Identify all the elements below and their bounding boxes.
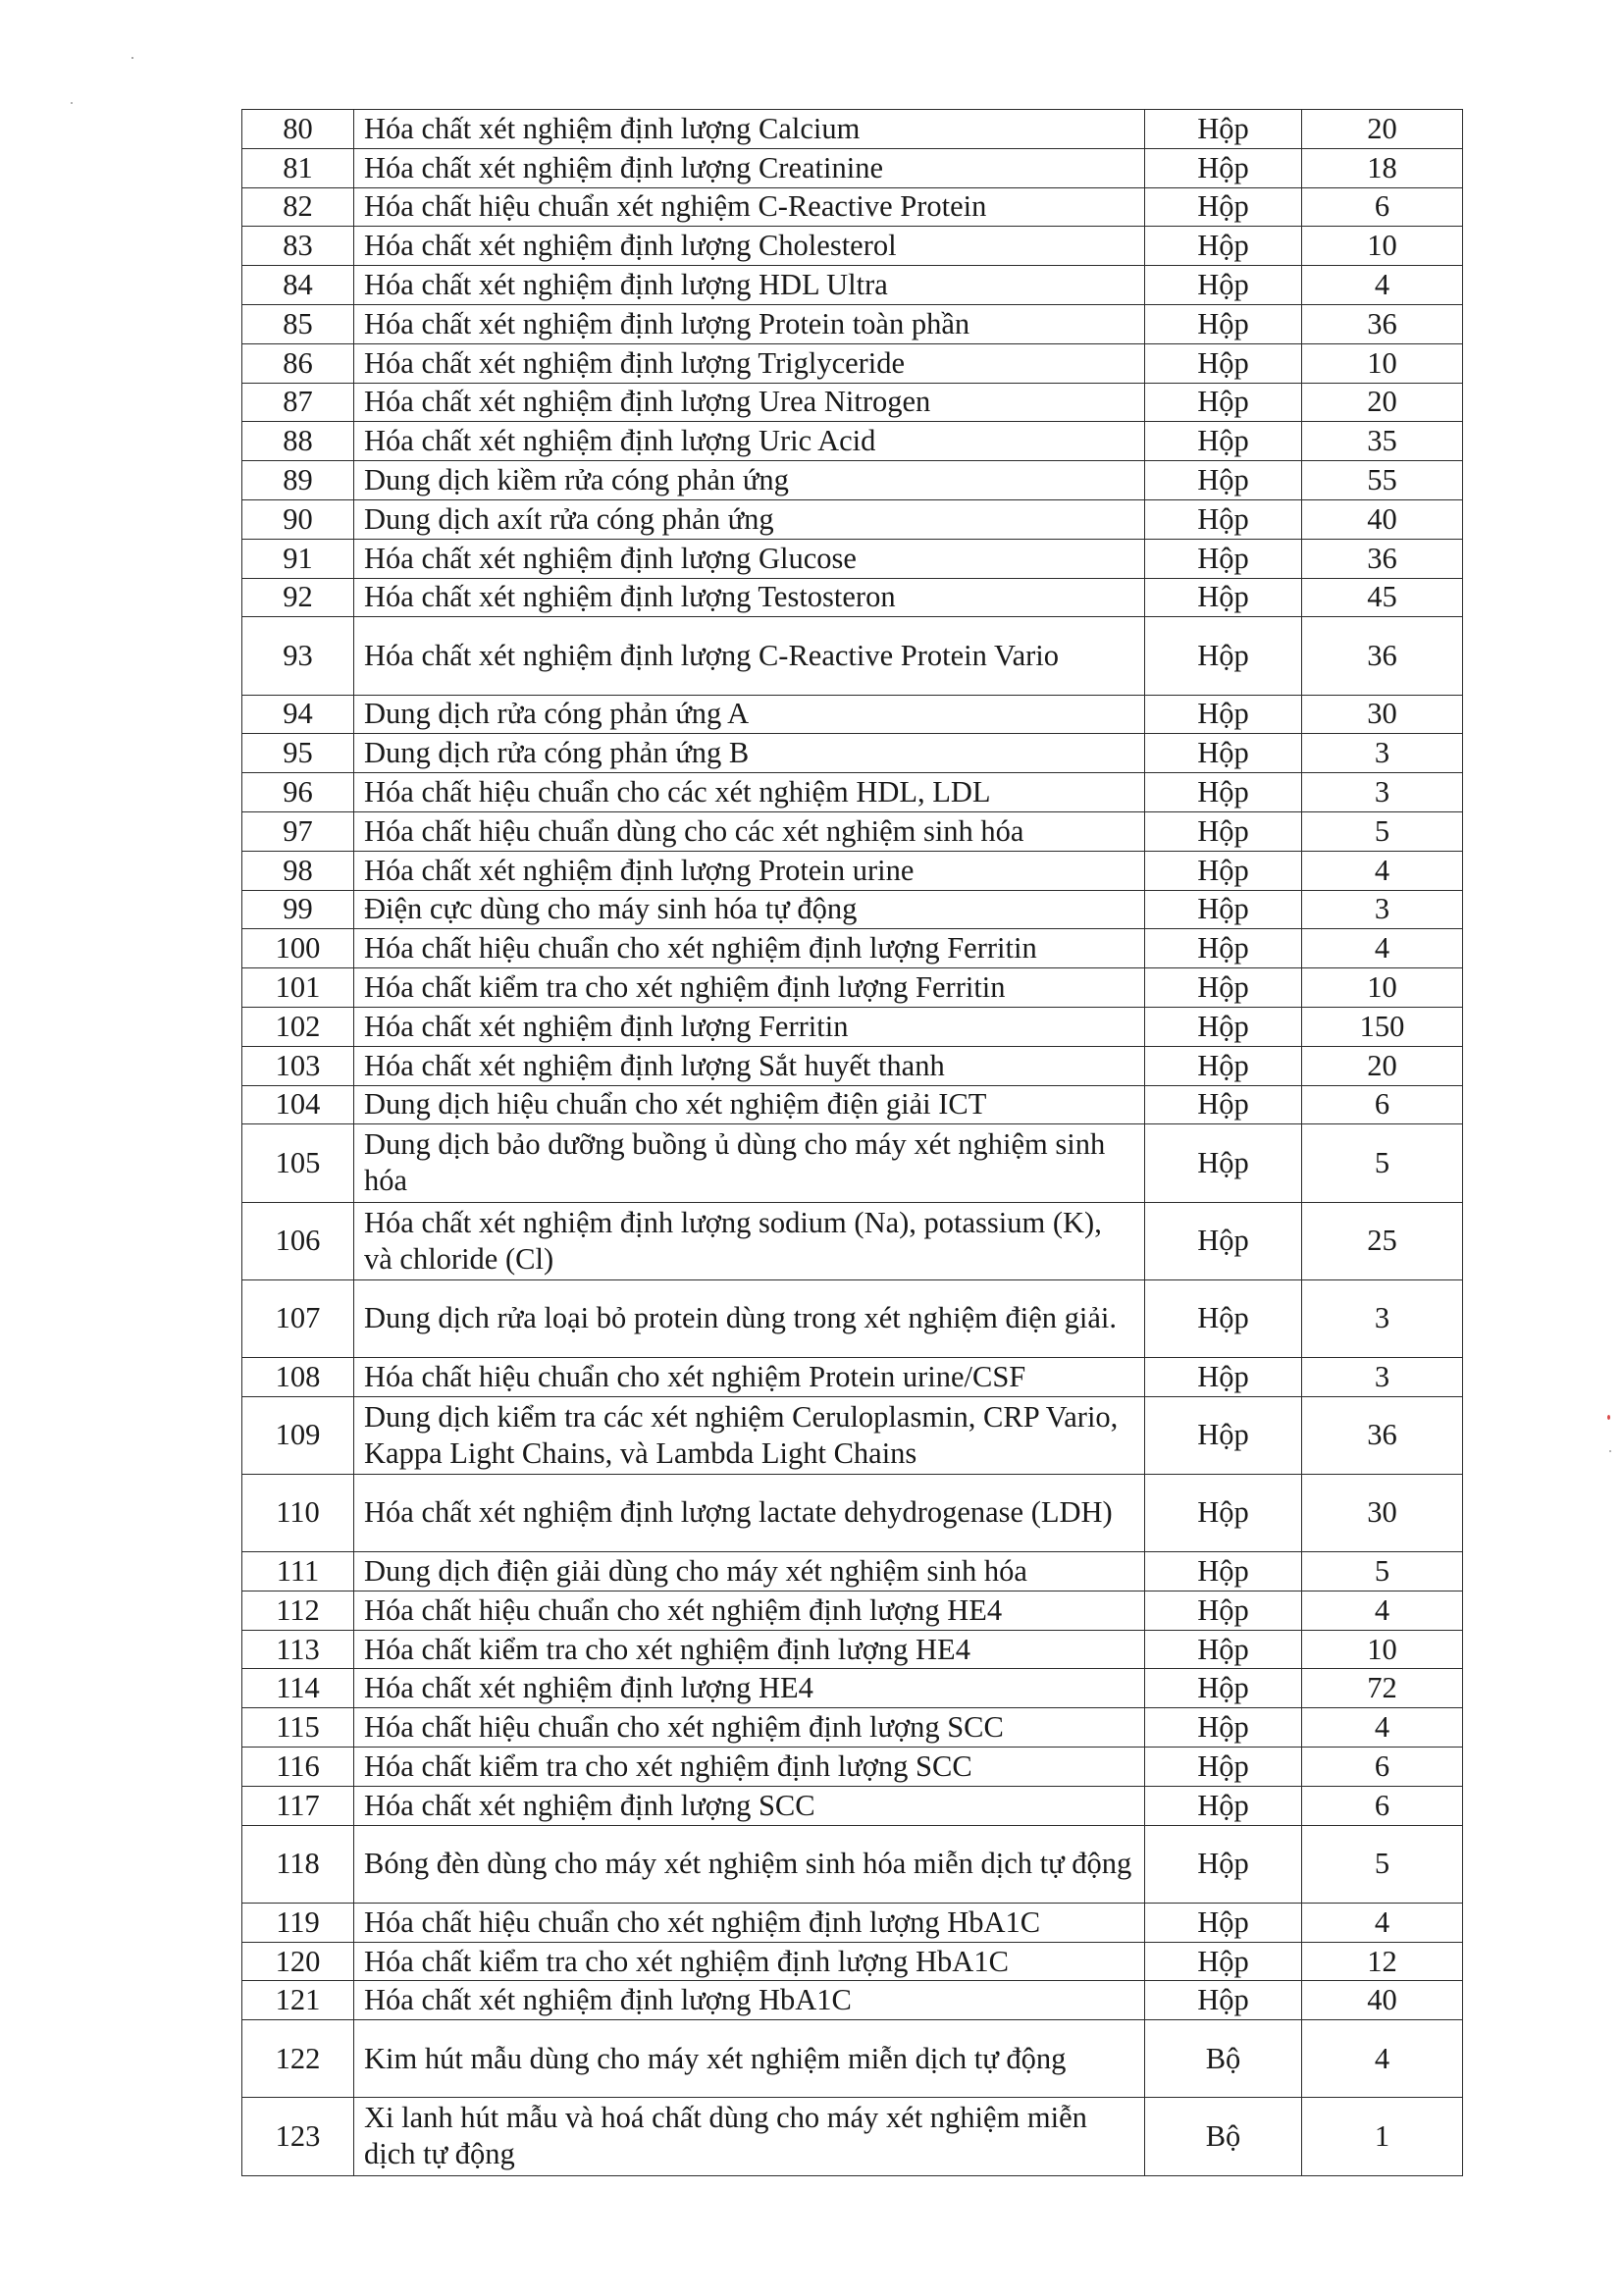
item-unit: Hộp (1145, 578, 1302, 617)
item-quantity: 36 (1302, 1396, 1463, 1474)
item-unit: Hộp (1145, 1357, 1302, 1396)
item-quantity: 40 (1302, 499, 1463, 539)
row-number: 81 (242, 148, 354, 187)
item-quantity: 20 (1302, 110, 1463, 149)
row-number: 89 (242, 461, 354, 500)
table-row (242, 1396, 1463, 1474)
item-unit: Hộp (1145, 1981, 1302, 2020)
table-row (242, 148, 1463, 187)
item-name: Xi lanh hút mẫu và hoá chất dùng cho máy xét nghiệm miễn dịch tự động (354, 2098, 1145, 2175)
item-quantity: 3 (1302, 773, 1463, 812)
row-number: 101 (242, 968, 354, 1008)
item-unit: Hộp (1145, 811, 1302, 851)
item-unit: Bộ (1145, 2098, 1302, 2175)
item-unit: Hộp (1145, 148, 1302, 187)
table-row (242, 1046, 1463, 1085)
item-quantity: 10 (1302, 1630, 1463, 1669)
item-unit: Hộp (1145, 1552, 1302, 1592)
item-unit: Hộp (1145, 227, 1302, 266)
row-number: 94 (242, 695, 354, 734)
item-name: Kim hút mẫu dùng cho máy xét nghiệm miễn dịch tự động (354, 2020, 1145, 2098)
table-body (242, 110, 1463, 2176)
item-name: Hóa chất xét nghiệm định lượng Triglyceride (354, 343, 1145, 383)
row-number: 99 (242, 890, 354, 929)
item-unit: Hộp (1145, 929, 1302, 968)
table-row (242, 422, 1463, 461)
item-quantity: 4 (1302, 929, 1463, 968)
table-row (242, 1748, 1463, 1787)
row-number: 105 (242, 1124, 354, 1202)
table-row (242, 266, 1463, 305)
row-number: 96 (242, 773, 354, 812)
item-quantity: 5 (1302, 1825, 1463, 1903)
table-row (242, 1591, 1463, 1630)
supplies-table (241, 109, 1463, 2176)
item-quantity: 6 (1302, 1085, 1463, 1124)
table-row (242, 1202, 1463, 1279)
row-number: 113 (242, 1630, 354, 1669)
item-unit: Hộp (1145, 851, 1302, 890)
row-number: 80 (242, 110, 354, 149)
item-unit: Hộp (1145, 304, 1302, 343)
item-quantity: 3 (1302, 734, 1463, 773)
table-row (242, 851, 1463, 890)
item-unit: Hộp (1145, 187, 1302, 227)
item-name: Hóa chất kiểm tra cho xét nghiệm định lượng HE4 (354, 1630, 1145, 1669)
item-unit: Hộp (1145, 773, 1302, 812)
item-name: Hóa chất xét nghiệm định lượng Protein urine (354, 851, 1145, 890)
item-unit: Hộp (1145, 1942, 1302, 1981)
item-unit: Hộp (1145, 461, 1302, 500)
item-quantity: 4 (1302, 1708, 1463, 1748)
row-number: 118 (242, 1825, 354, 1903)
row-number: 108 (242, 1357, 354, 1396)
item-unit: Hộp (1145, 539, 1302, 578)
item-name: Hóa chất xét nghiệm định lượng HDL Ultra (354, 266, 1145, 305)
table-row (242, 1357, 1463, 1396)
item-quantity: 10 (1302, 343, 1463, 383)
row-number: 95 (242, 734, 354, 773)
item-name: Hóa chất xét nghiệm định lượng Testosteron (354, 578, 1145, 617)
item-quantity: 36 (1302, 539, 1463, 578)
table-row (242, 461, 1463, 500)
item-name: Bóng đèn dùng cho máy xét nghiệm sinh hóa miễn dịch tự động (354, 1825, 1145, 1903)
item-name: Hóa chất kiểm tra cho xét nghiệm định lượng SCC (354, 1748, 1145, 1787)
row-number: 109 (242, 1396, 354, 1474)
item-unit: Hộp (1145, 110, 1302, 149)
item-unit: Hộp (1145, 1396, 1302, 1474)
row-number: 114 (242, 1669, 354, 1708)
item-name: Hóa chất xét nghiệm định lượng Calcium (354, 110, 1145, 149)
item-quantity: 10 (1302, 968, 1463, 1008)
row-number: 120 (242, 1942, 354, 1981)
table-row (242, 1007, 1463, 1046)
row-number: 112 (242, 1591, 354, 1630)
row-number: 123 (242, 2098, 354, 2175)
item-unit: Hộp (1145, 1786, 1302, 1825)
table-row (242, 187, 1463, 227)
item-unit: Bộ (1145, 2020, 1302, 2098)
row-number: 85 (242, 304, 354, 343)
scan-speck-red (1607, 1415, 1610, 1420)
item-name: Dung dịch bảo dưỡng buồng ủ dùng cho máy xét nghiệm sinh hóa (354, 1124, 1145, 1202)
item-name: Hóa chất hiệu chuẩn cho xét nghiệm định lượng SCC (354, 1708, 1145, 1748)
item-quantity: 4 (1302, 2020, 1463, 2098)
item-quantity: 4 (1302, 266, 1463, 305)
table-row (242, 695, 1463, 734)
item-quantity: 5 (1302, 1124, 1463, 1202)
item-quantity: 3 (1302, 1279, 1463, 1357)
item-name: Hóa chất hiệu chuẩn cho xét nghiệm định lượng HE4 (354, 1591, 1145, 1630)
table-row (242, 1630, 1463, 1669)
row-number: 87 (242, 383, 354, 422)
table-row (242, 110, 1463, 149)
row-number: 93 (242, 617, 354, 695)
item-name: Hóa chất hiệu chuẩn cho các xét nghiệm HDL, LDL (354, 773, 1145, 812)
item-quantity: 72 (1302, 1669, 1463, 1708)
item-name: Hóa chất xét nghiệm định lượng HE4 (354, 1669, 1145, 1708)
item-unit: Hộp (1145, 968, 1302, 1008)
table-row (242, 499, 1463, 539)
table-row (242, 1669, 1463, 1708)
item-name: Hóa chất xét nghiệm định lượng Sắt huyết thanh (354, 1046, 1145, 1085)
scan-speck-right (1609, 1450, 1611, 1452)
item-unit: Hộp (1145, 1825, 1302, 1903)
row-number: 116 (242, 1748, 354, 1787)
item-quantity: 30 (1302, 695, 1463, 734)
row-number: 104 (242, 1085, 354, 1124)
item-name: Hóa chất xét nghiệm định lượng Glucose (354, 539, 1145, 578)
item-unit: Hộp (1145, 343, 1302, 383)
item-name: Hóa chất xét nghiệm định lượng Urea Nitrogen (354, 383, 1145, 422)
item-unit: Hộp (1145, 1085, 1302, 1124)
scan-speck-top (131, 57, 133, 59)
row-number: 107 (242, 1279, 354, 1357)
item-quantity: 45 (1302, 578, 1463, 617)
table-row (242, 811, 1463, 851)
scan-speck-left (71, 102, 73, 104)
row-number: 111 (242, 1552, 354, 1592)
item-quantity: 6 (1302, 187, 1463, 227)
row-number: 103 (242, 1046, 354, 1085)
item-unit: Hộp (1145, 1748, 1302, 1787)
item-unit: Hộp (1145, 1669, 1302, 1708)
item-unit: Hộp (1145, 1708, 1302, 1748)
item-quantity: 35 (1302, 422, 1463, 461)
item-name: Hóa chất xét nghiệm định lượng Uric Acid (354, 422, 1145, 461)
item-unit: Hộp (1145, 1630, 1302, 1669)
table-row (242, 578, 1463, 617)
row-number: 119 (242, 1903, 354, 1942)
item-name: Hóa chất xét nghiệm định lượng Cholesterol (354, 227, 1145, 266)
table-row (242, 1279, 1463, 1357)
item-quantity: 55 (1302, 461, 1463, 500)
row-number: 97 (242, 811, 354, 851)
item-name: Hóa chất kiểm tra cho xét nghiệm định lượng HbA1C (354, 1942, 1145, 1981)
row-number: 106 (242, 1202, 354, 1279)
item-quantity: 25 (1302, 1202, 1463, 1279)
table-row (242, 1981, 1463, 2020)
item-unit: Hộp (1145, 695, 1302, 734)
table-row (242, 890, 1463, 929)
item-name: Dung dịch rửa cóng phản ứng A (354, 695, 1145, 734)
item-name: Hóa chất hiệu chuẩn dùng cho các xét nghiệm sinh hóa (354, 811, 1145, 851)
item-unit: Hộp (1145, 1591, 1302, 1630)
table-row (242, 2020, 1463, 2098)
item-name: Hóa chất xét nghiệm định lượng Protein toàn phần (354, 304, 1145, 343)
item-name: Hóa chất hiệu chuẩn cho xét nghiệm Protein urine/CSF (354, 1357, 1145, 1396)
item-quantity: 18 (1302, 148, 1463, 187)
item-name: Hóa chất hiệu chuẩn cho xét nghiệm định lượng Ferritin (354, 929, 1145, 968)
table-row (242, 1903, 1463, 1942)
item-unit: Hộp (1145, 890, 1302, 929)
row-number: 117 (242, 1786, 354, 1825)
item-quantity: 20 (1302, 1046, 1463, 1085)
item-quantity: 20 (1302, 383, 1463, 422)
item-name: Dung dịch kiểm tra các xét nghiệm Ceruloplasmin, CRP Vario, Kappa Light Chains, và Lambda Light Chains (354, 1396, 1145, 1474)
item-name: Hóa chất xét nghiệm định lượng HbA1C (354, 1981, 1145, 2020)
item-quantity: 36 (1302, 304, 1463, 343)
item-quantity: 3 (1302, 890, 1463, 929)
table-row (242, 617, 1463, 695)
item-name: Hóa chất hiệu chuẩn xét nghiệm C-Reactive Protein (354, 187, 1145, 227)
item-unit: Hộp (1145, 383, 1302, 422)
item-name: Dung dịch rửa loại bỏ protein dùng trong xét nghiệm điện giải. (354, 1279, 1145, 1357)
item-name: Dung dịch điện giải dùng cho máy xét nghiệm sinh hóa (354, 1552, 1145, 1592)
item-quantity: 150 (1302, 1007, 1463, 1046)
table-row (242, 734, 1463, 773)
item-quantity: 4 (1302, 1591, 1463, 1630)
item-name: Dung dịch kiềm rửa cóng phản ứng (354, 461, 1145, 500)
row-number: 82 (242, 187, 354, 227)
table-row (242, 1942, 1463, 1981)
item-unit: Hộp (1145, 422, 1302, 461)
item-unit: Hộp (1145, 499, 1302, 539)
item-quantity: 6 (1302, 1748, 1463, 1787)
row-number: 92 (242, 578, 354, 617)
table-row (242, 1085, 1463, 1124)
item-name: Dung dịch rửa cóng phản ứng B (354, 734, 1145, 773)
item-quantity: 10 (1302, 227, 1463, 266)
item-quantity: 12 (1302, 1942, 1463, 1981)
item-unit: Hộp (1145, 1474, 1302, 1551)
item-unit: Hộp (1145, 1124, 1302, 1202)
item-name: Dung dịch hiệu chuẩn cho xét nghiệm điện giải ICT (354, 1085, 1145, 1124)
item-name: Hóa chất xét nghiệm định lượng Ferritin (354, 1007, 1145, 1046)
item-quantity: 3 (1302, 1357, 1463, 1396)
table-row (242, 539, 1463, 578)
table-row (242, 929, 1463, 968)
row-number: 88 (242, 422, 354, 461)
row-number: 121 (242, 1981, 354, 2020)
table-row (242, 304, 1463, 343)
table-row (242, 383, 1463, 422)
table-row (242, 1124, 1463, 1202)
item-unit: Hộp (1145, 266, 1302, 305)
item-name: Hóa chất xét nghiệm định lượng SCC (354, 1786, 1145, 1825)
row-number: 122 (242, 2020, 354, 2098)
table-row (242, 343, 1463, 383)
row-number: 83 (242, 227, 354, 266)
table-row (242, 227, 1463, 266)
table-row (242, 1786, 1463, 1825)
table-row (242, 1474, 1463, 1551)
item-quantity: 30 (1302, 1474, 1463, 1551)
row-number: 91 (242, 539, 354, 578)
item-name: Hóa chất kiểm tra cho xét nghiệm định lượng Ferritin (354, 968, 1145, 1008)
item-quantity: 36 (1302, 617, 1463, 695)
item-quantity: 40 (1302, 1981, 1463, 2020)
table-row (242, 1708, 1463, 1748)
row-number: 90 (242, 499, 354, 539)
item-unit: Hộp (1145, 1202, 1302, 1279)
item-name: Hóa chất xét nghiệm định lượng Creatinine (354, 148, 1145, 187)
table-row (242, 773, 1463, 812)
row-number: 84 (242, 266, 354, 305)
item-unit: Hộp (1145, 1046, 1302, 1085)
table-row (242, 1552, 1463, 1592)
item-quantity: 5 (1302, 811, 1463, 851)
item-name: Hóa chất hiệu chuẩn cho xét nghiệm định lượng HbA1C (354, 1903, 1145, 1942)
row-number: 102 (242, 1007, 354, 1046)
item-quantity: 4 (1302, 851, 1463, 890)
row-number: 110 (242, 1474, 354, 1551)
row-number: 98 (242, 851, 354, 890)
item-unit: Hộp (1145, 1279, 1302, 1357)
item-unit: Hộp (1145, 1007, 1302, 1046)
table-row (242, 2098, 1463, 2175)
item-quantity: 5 (1302, 1552, 1463, 1592)
item-quantity: 6 (1302, 1786, 1463, 1825)
item-quantity: 4 (1302, 1903, 1463, 1942)
table-row (242, 968, 1463, 1008)
item-name: Điện cực dùng cho máy sinh hóa tự động (354, 890, 1145, 929)
row-number: 100 (242, 929, 354, 968)
item-name: Hóa chất xét nghiệm định lượng lactate dehydrogenase (LDH) (354, 1474, 1145, 1551)
row-number: 115 (242, 1708, 354, 1748)
item-quantity: 1 (1302, 2098, 1463, 2175)
item-unit: Hộp (1145, 734, 1302, 773)
item-name: Dung dịch axít rửa cóng phản ứng (354, 499, 1145, 539)
table-row (242, 1825, 1463, 1903)
item-name: Hóa chất xét nghiệm định lượng C-Reactive Protein Vario (354, 617, 1145, 695)
item-unit: Hộp (1145, 617, 1302, 695)
item-unit: Hộp (1145, 1903, 1302, 1942)
item-name: Hóa chất xét nghiệm định lượng sodium (Na), potassium (K), và chloride (Cl) (354, 1202, 1145, 1279)
row-number: 86 (242, 343, 354, 383)
